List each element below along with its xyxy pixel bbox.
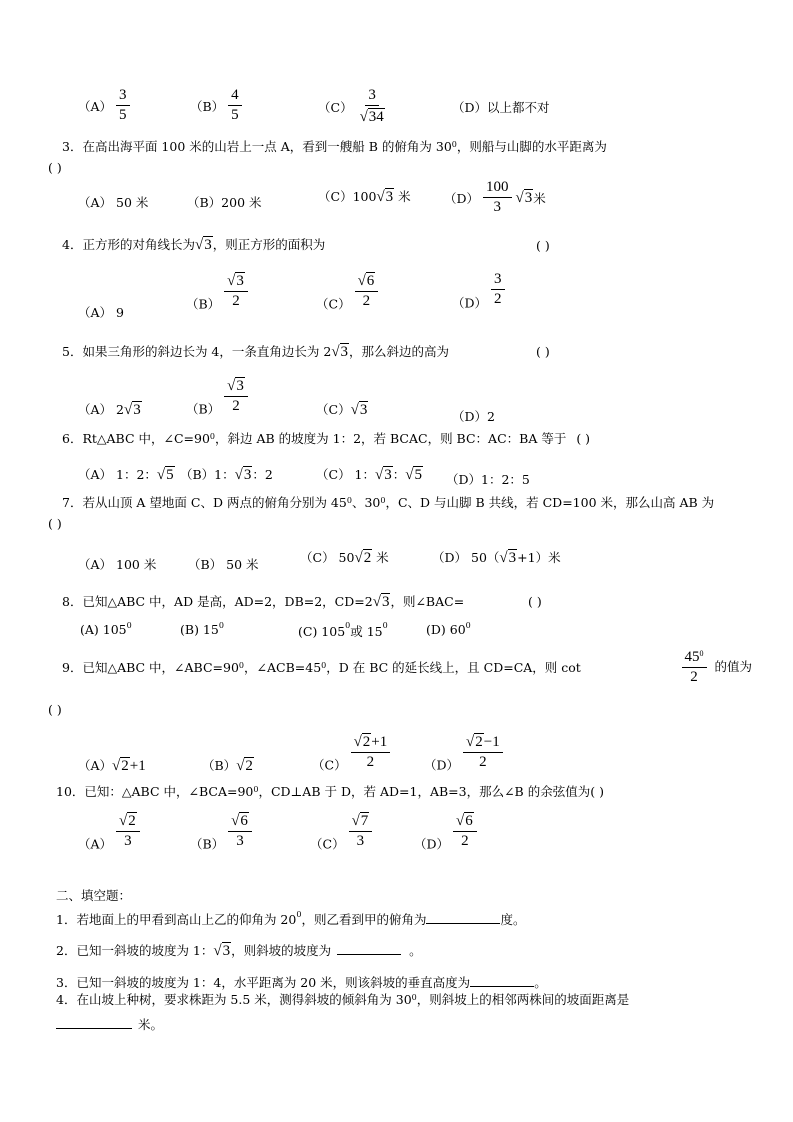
denominator: 2: [232, 397, 240, 414]
option-label: （D）: [424, 757, 460, 773]
degree-mark: 0: [380, 496, 386, 505]
q9-option-b: （B）√2: [202, 758, 253, 774]
degree-mark: 0: [382, 621, 388, 630]
stem-text: 2．已知一斜坡的坡度为 1：: [56, 943, 214, 958]
option-text: 以上都不对: [487, 100, 550, 115]
answer-paren: ( ): [48, 516, 62, 531]
radicand: 2: [362, 734, 371, 750]
q10-option-d: [414, 812, 477, 852]
answer-paren: ( ): [48, 160, 62, 175]
q7-option-d: （D） 50（√3+1）米: [432, 550, 561, 566]
radicand: 3: [508, 550, 517, 566]
degree-mark: 0: [238, 660, 245, 670]
numerator: 3: [365, 88, 379, 106]
q9-option-a: （A）√2+1: [78, 758, 146, 774]
fraction: $\frac{√2}{3}$: [116, 812, 140, 850]
denominator: 3: [356, 832, 365, 849]
radicand: 3: [222, 943, 231, 959]
denominator: 2: [366, 753, 375, 770]
radicand: 5: [414, 467, 422, 483]
radicand: 5: [166, 467, 174, 483]
stem-text: ，则乙看到甲的俯角为: [301, 912, 427, 927]
fraction: [483, 180, 512, 216]
q2-option-a: [78, 88, 130, 124]
numerator: 4: [228, 88, 242, 106]
denominator: 2: [479, 753, 487, 770]
degree-mark: 0: [321, 660, 327, 670]
radicand: 3: [243, 467, 252, 483]
fraction: $\frac{3}{√34}$: [359, 87, 384, 125]
answer-paren: ( ): [590, 784, 604, 799]
stem-text: ，则斜坡的坡度为: [231, 943, 332, 958]
q6-option-b: （B）1：√3：2: [180, 467, 273, 483]
denominator: 2: [690, 668, 698, 685]
numerator: 3: [116, 88, 130, 106]
denominator: 2: [232, 292, 240, 309]
stem-text: 的值为: [714, 659, 752, 675]
option-text: 或 15: [350, 624, 383, 639]
radicand: 2: [363, 550, 372, 566]
q4-option-c: [316, 272, 378, 312]
radicand: 7: [360, 813, 369, 829]
stem-text: ，则船与山脚的水平距离为: [456, 139, 607, 154]
radicand: 2: [121, 758, 129, 774]
q6-option-a: （A） 1：2：√5: [78, 467, 174, 483]
radicand: 3: [385, 189, 394, 205]
option-text: (D) 60: [426, 622, 466, 637]
option-label: （C）: [316, 402, 351, 417]
q8-option-d: [426, 622, 471, 637]
option-label: （B）: [186, 296, 221, 312]
answer-paren: ( ): [48, 702, 62, 717]
option-label: （A）: [78, 98, 113, 114]
q4-stem: 4．正方形的对角线长为√3，则正方形的面积为: [62, 237, 326, 253]
option-label: （D）: [444, 190, 480, 206]
q4-option-a: （A） 9: [78, 305, 124, 320]
answer-paren: ( ): [536, 344, 550, 359]
stem-text: ，那么斜边的高为: [349, 344, 450, 359]
fill-q3: [56, 974, 547, 990]
option-label: （C）: [316, 296, 351, 312]
q6-option-d: （D）1：2：5: [446, 472, 530, 487]
q5-option-d: （D）2: [452, 409, 495, 424]
stem-text: 。: [409, 943, 422, 958]
degree-mark: 0: [699, 649, 704, 658]
q5-option-b: [186, 377, 248, 417]
fraction: [116, 88, 130, 124]
stem-text: ，则正方形的面积为: [212, 237, 326, 252]
fraction: $\frac{√6}{2}$: [355, 272, 379, 310]
fraction: $\frac{√2-1}{2}$: [463, 733, 503, 771]
option-label: （A） 2: [78, 402, 124, 417]
denominator: 2: [362, 292, 371, 309]
fraction: [682, 650, 707, 686]
degree-mark: 0: [209, 432, 215, 441]
answer-blank[interactable]: [426, 911, 500, 924]
denominator: 5: [119, 106, 127, 123]
option-label: （B）: [202, 758, 237, 773]
radicand: 6: [465, 813, 473, 829]
q5-option-a: （A） 2√3: [78, 402, 141, 418]
option-label: （D）: [452, 100, 488, 115]
stem-text: 1．若地面上的甲看到高山上乙的仰角为 20: [56, 912, 297, 927]
radicand: 3: [204, 237, 212, 253]
stem-text: 10．已知：△ABC 中，∠BCA=90: [56, 784, 254, 799]
answer-blank[interactable]: [337, 942, 401, 955]
denominator: 3: [236, 832, 244, 849]
stem-text: ，斜边 AB 的坡度为 1：2，若 BCAC，则 BC：AC：BA 等于: [215, 431, 567, 446]
degree-mark: 0: [253, 785, 259, 794]
stem-text: 度。: [500, 912, 526, 927]
radicand: 2: [475, 734, 483, 750]
q10-option-a: [78, 812, 140, 852]
radicand: 3: [524, 189, 533, 206]
stem-text: 。: [534, 975, 547, 990]
radicand: 3: [359, 402, 368, 418]
q6-option-c: （C） 1：√3：√5: [316, 467, 422, 483]
stem-text: ，则∠BAC=: [390, 594, 465, 609]
stem-text: 5．如果三角形的斜边长为 4，一条直角边长为 2: [62, 344, 332, 359]
fraction: [228, 88, 242, 124]
degree-mark: 0: [451, 140, 457, 149]
option-label: （C）100: [318, 189, 377, 204]
option-text: (A) 105: [80, 622, 127, 637]
degree-mark: 0: [296, 910, 302, 919]
option-text: +1: [371, 734, 388, 750]
q9-option-d: [424, 733, 503, 773]
stem-text: ，∠ACB=45: [244, 659, 322, 675]
q9-option-c: [312, 733, 390, 773]
q2-option-d: [452, 98, 550, 116]
answer-blank[interactable]: [56, 1016, 132, 1029]
option-label: （C）: [310, 836, 345, 852]
section-heading: 二、填空题：: [56, 888, 132, 903]
denominator: 2: [494, 290, 502, 307]
stem-text: 4．在山坡上种树，要求株距为 5.5 米，测得斜坡的倾斜角为 30: [56, 992, 412, 1007]
stem-text: 3．已知一斜坡的坡度为 1：4，水平距离为 20 米，则该斜坡的垂直高度为: [56, 975, 471, 990]
q7-stem: [62, 497, 714, 510]
stem-text: 8．已知△ABC 中，AD 是高，AD=2，DB=2，CD=2: [62, 594, 373, 609]
denominator: 3: [124, 832, 132, 849]
q10-stem: [56, 786, 604, 799]
q2-option-c: [318, 88, 388, 126]
fraction: $\frac{√3}{2}$: [224, 272, 248, 310]
stem-text: 米。: [138, 1017, 164, 1032]
stem-text: ，D 在 BC 的延长线上，且 CD=CA，则 cot: [326, 659, 581, 675]
q8-option-b: [180, 622, 224, 637]
option-text: +1: [129, 758, 146, 774]
q5-option-c: （C）√3: [316, 402, 368, 418]
answer-paren: ( ): [576, 431, 591, 446]
fill-q4-answer: [56, 1016, 163, 1032]
fraction: $\frac{√3}{2}$: [224, 377, 248, 415]
stem-text: 6．Rt△ABC 中，∠C=90: [62, 431, 210, 446]
degree-mark: 0: [126, 621, 132, 630]
fill-q2: 2．已知一斜坡的坡度为 1：√3，则斜坡的坡度为 。: [56, 943, 422, 959]
radicand: 3: [236, 273, 244, 289]
stem-text: ，则斜坡上的相邻两株间的坡面距离是: [416, 992, 630, 1007]
option-label: （B）: [190, 836, 225, 852]
numerator: 3: [491, 272, 505, 290]
radicand: 3: [340, 344, 349, 360]
numerator: 45: [684, 649, 700, 665]
option-text: ：2: [252, 467, 273, 482]
stem-text: 7．若从山顶 A 望地面 C、D 两点的俯角分别为 45: [62, 495, 347, 510]
q2-option-b: [190, 88, 242, 124]
q3-option-a: （A） 50 米: [78, 195, 149, 210]
radicand: 6: [366, 273, 375, 289]
q8-option-c: [298, 622, 388, 640]
q8-stem: 8．已知△ABC 中，AD 是高，AD=2，DB=2，CD=2√3，则∠BAC=: [62, 594, 465, 610]
option-text: (C) 105: [298, 624, 346, 639]
option-label: （C） 50: [300, 550, 355, 565]
answer-paren: ( ): [536, 238, 550, 253]
radicand: 6: [240, 813, 248, 829]
unit: 米: [398, 189, 411, 204]
stem-text: 4．正方形的对角线长为: [62, 237, 195, 252]
option-label: （A）: [78, 758, 113, 773]
fill-q4: [56, 994, 629, 1007]
stem-text: ，C、D 与山脚 B 共线，若 CD=100 米，那么山高 AB 为: [385, 495, 715, 510]
q4-option-d: [452, 272, 505, 311]
radicand: 2: [245, 758, 253, 774]
option-label: （C）: [312, 757, 347, 773]
q3-option-d: （D） $\frac{100}{3}$ √3米: [444, 179, 546, 215]
stem-text: 9．已知△ABC 中，∠ABC=90: [62, 659, 239, 675]
option-text: ：: [392, 467, 406, 482]
radicand: 3: [133, 402, 141, 418]
degree-mark: 0: [345, 621, 351, 630]
numerator: 100: [483, 180, 512, 198]
degree-mark: 0: [218, 621, 224, 630]
option-label: （C）: [318, 99, 353, 115]
radicand: 3: [384, 467, 392, 483]
unit: 米: [533, 190, 546, 206]
option-label: （D） 50（: [432, 550, 500, 565]
radicand: 34: [368, 108, 384, 125]
option-label: （B）: [190, 98, 225, 114]
radicand: 3: [236, 378, 244, 394]
denominator: 3: [493, 198, 502, 215]
answer-paren: ( ): [528, 594, 542, 609]
q6-stem: [62, 433, 590, 446]
fraction: [491, 272, 505, 308]
option-text: (B) 15: [180, 622, 219, 637]
option-text: −1: [483, 734, 500, 750]
option-label: （B）: [186, 401, 221, 417]
fraction: $\frac{√6}{3}$: [228, 812, 252, 850]
q9-stem: [62, 650, 752, 686]
q10-option-b: [190, 812, 252, 852]
q3-option-b: （B）200 米: [187, 195, 262, 210]
degree-mark: 0: [465, 621, 471, 630]
radicand: 3: [381, 594, 390, 610]
q3-stem: [62, 141, 607, 154]
stem-text: 3．在高出海平面 100 米的山岩上一点 A，看到一艘船 B 的俯角为 30: [62, 139, 452, 154]
q7-option-a: （A） 100 米: [78, 557, 157, 572]
denominator: 2: [461, 832, 469, 849]
fraction: $\frac{√6}{2}$: [453, 812, 477, 850]
option-text: +1）米: [517, 550, 561, 565]
degree-mark: 0: [346, 496, 352, 505]
denominator: 5: [231, 106, 239, 123]
radicand: 2: [128, 813, 136, 829]
fraction: $\frac{√2+1}{2}$: [351, 733, 391, 771]
answer-blank[interactable]: [470, 974, 534, 987]
option-label: （D）: [452, 295, 488, 311]
option-label: （A）: [78, 836, 113, 852]
degree-mark: 0: [411, 993, 417, 1002]
fraction: $\frac{√7}{3}$: [349, 812, 373, 850]
q8-option-a: [80, 622, 132, 637]
option-label: （D）: [414, 836, 450, 852]
q7-option-b: （B） 50 米: [188, 557, 259, 572]
unit: 米: [376, 550, 389, 565]
q10-option-c: [310, 812, 372, 852]
fill-q1: [56, 911, 525, 927]
q3-option-c: （C）100√3 米: [318, 189, 411, 205]
q4-option-b: [186, 272, 248, 312]
option-label: （C） 1：: [316, 467, 375, 482]
option-label: （A） 1：2：: [78, 467, 157, 482]
stem-text: 、30: [351, 495, 381, 510]
stem-text: ，CD⊥AB 于 D，若 AD=1，AB=3，那么∠B 的余弦值为: [258, 784, 591, 799]
q7-option-c: （C） 50√2 米: [300, 550, 389, 566]
option-label: （B）1：: [180, 467, 235, 482]
q5-stem: 5．如果三角形的斜边长为 4，一条直角边长为 2√3，那么斜边的高为: [62, 344, 450, 360]
